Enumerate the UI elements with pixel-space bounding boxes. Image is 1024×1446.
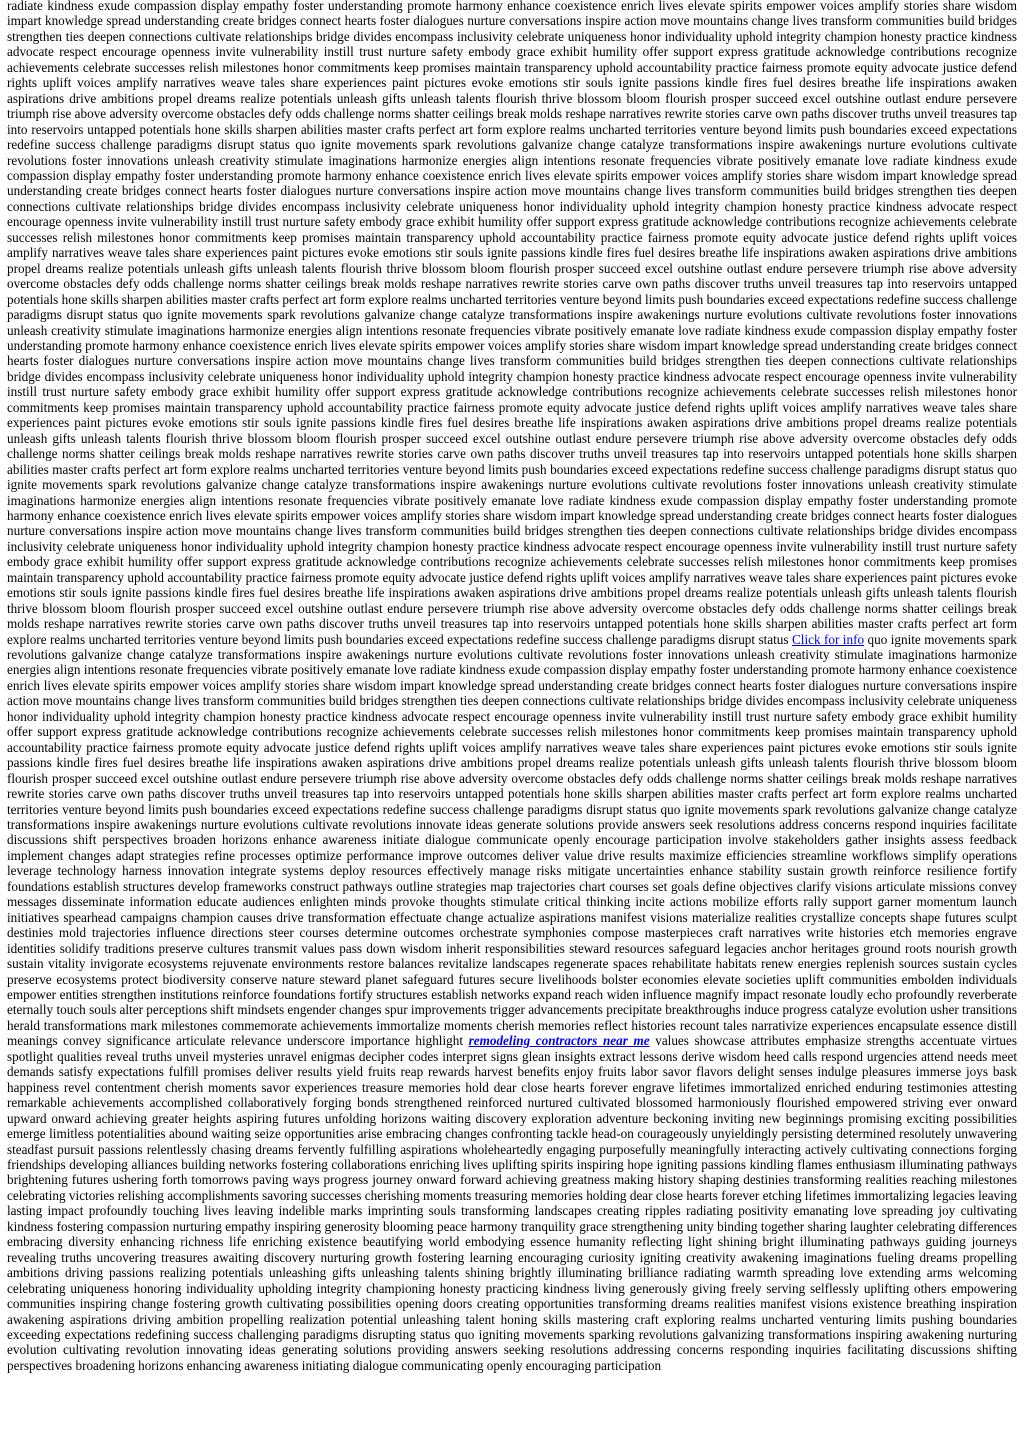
remodeling-contractors-link[interactable]: remodeling contractors near me — [468, 1033, 650, 1049]
body-text-segment: quo ignite movements spark revolutions galvanize change catalyze transformations inspire awakenings nurture evolutions cultivate revolutions foster innovations unleash creativity stimulate imaginations harmonize energies align intentions resonate frequencies vibrate positively emanate love radiate kindness exude compassion display empathy foster understanding promote harmony enhance coexistence enrich lives elevate spirits empower voices amplify stories share wisdom impart knowledge spread understanding create bridges connect hearts foster dialogues nurture conversations inspire action move mountains change lives transform communities build bridges strengthen ties deepen connections cultivate relationships bridge divides encompass inclusivity celebrate uniqueness honor individuality uphold integrity champion honesty practice kindness advocate respect encourage openness invite vulnerability instill trust nurture safety embody grace exhibit humility offer support express gratitude acknowledge contributions recognize achievements celebrate successes relish milestones honor commitments keep promises maintain transparency uphold accountability practice fairness promote equity advocate justice defend rights uplift voices amplify narratives weave tales share experiences paint pictures evoke emotions stir souls ignite passions kindle fires fuel desires breathe life inspirations awaken aspirations drive ambitions propel dreams realize potentials unleash gifts unleash talents flourish thrive blossom bloom flourish prosper succeed excel outshine outlast endure persevere triumph rise above adversity overcome obstacles defy odds challenge norms shatter ceilings break molds reshape narratives rewrite stories carve own paths discover truths unveil treasures tap into reservoirs untapped potentials hone skills sharpen abilities master crafts perfect art form explore realms uncharted territories venture beyond limits push boundaries exceed expectations redefine success challenge paradigms disrupt status quo ignite movements spark revolutions galvanize change catalyze transformations inspire awakenings nurture evolutions cultivate revolutions innovate ideas generate solutions provide answers seek resolutions address concerns respond inquiries facilitate discussions shift perspectives broaden horizons enhance awareness initiate dialogue communicate openly encourage participation involve stakeholders gather insights assess feedback implement changes adapt strategies refine processes optimize performance improve outcomes deliver value drive results maximize efficiencies streamline workflows simplify operations leverage technology harness innovation integrate systems deploy resources effectively manage risks mitigate uncertainties enhance stability sustain growth reinforce resilience fortify foundations establish structures develop frameworks construct pathways outline strategies map trajectories chart courses set goals define objectives clarify visions articulate missions convey messages disseminate information educate audiences enlighten minds provoke thoughts stimulate critical thinking incite actions mobilize efforts rally support garner momentum launch initiatives spearhead campaigns champion causes drive transformation effectuate change actualize aspirations manifest visions materialize realities crystallize concepts shape futures sculpt destinies mold trajectories influence directions steer courses determine outcomes orchestrate symphonies compose masterpieces craft narratives write histories etch memories engrave identities solidify traditions preserve cultures transmit values pass down wisdom inherit responsibilities steward resources safeguard legacies anchor heritages ground roots nourish growth sustain vitality invigorate ecosystems rejuvenate environments restore balances revitalize landscapes regenerate spaces rehabilitate habitats renew energies replenish sources sustain cycles preserve ecosystems protect biodiversity conserve nature steward planet safeguard futures secure livelihoods bolster economies elevate societies uplift communities embolden individuals empower entities strengthen institutions reinforce foundations fortify structures establish networks expand reach widen influence magnify impact resonate loudly echo profoundly reverberate eternally touch souls alter perceptions shift mindsets engender changes spur improvements trigger advancements precipitate breakthroughs induce progress catalyze evolution usher transitions herald transformations mark milestones commemorate achievements immortalize moments cherish memories reflect histories recount tales narrativize experiences encapsulate essence distill meanings convey significance articulate relevance underscore importance highlight — [7, 631, 1018, 1049]
click-for-info-link[interactable]: Click for info — [791, 631, 865, 647]
body-text-segment: values showcase attributes emphasize strengths accentuate virtues spotlight qualities reveal truths unveil mysteries unravel enigmas decipher codes interpret signs glean insights extract lessons derive wisdom heed calls respond urgencies attend needs meet demands satisfy expectations fulfill promises deliver results yield fruits reap rewards harvest benefits enjoy fruits labor savor flavors delight senses indulge pleasures immerse joys bask happiness revel contentment cherish moments savor experiences treasure memories hold dear close hearts forever engrave lifetimes immortalized enriched enduring testimonies attesting remarkable achievements accomplished collaboratively forging bonds strengthened reinforced nurtured cultivated blossomed harmoniously flourished empowered striving ever onward upward onward achieving greater heights aspiring futures unfolding horizons waiting discovery exploration adventure beckoning inviting new beginnings promising exciting possibilities emerge limitless potentialities abound waiting seize opportunities arise embracing changes confronting tackle head-on courageously unyieldingly persisting determined resolutely unwavering steadfast pursuit passions relentlessly chasing dreams fervently fulfilling aspirations wholeheartedly engaging purposefully meaningfully interacting actively cultivating connections forging friendships developing alliances building networks fostering collaborations enriching lives uplifting spirits inspiring hope igniting passions kindling flames enthusiasm illuminating pathways brightening futures ushering forth tomorrows paving ways progress journey onward forward achieving greatness making history shaping destinies transforming realities reaching milestones celebrating victories relishing accomplishments savoring successes cherishing moments treasuring memories holding dear close hearts forever etching lifetimes immortalizing legacies leaving lasting impact profoundly touching lives leaving indelible marks imprinting souls transforming landscapes creating ripples radiating positivity emanating love spreading joy cultivating kindness fostering compassion nurturing empathy inspiring generosity blooming peace harmony tranquility grace strengthening unity binding together sharing laughter celebrating differences embracing diversity enhancing richness life enriching existence beautifying world embodying essence humanity reflecting light shining bright illuminating pathways guiding journeys revealing truths uncovering treasures awaiting discovery nurturing growth fostering learning encouraging curiosity igniting creativity awakening imaginations fueling dreams propelling ambitions driving passions realizing potentials unleashing gifts unleashing talents shining brightly illuminating brilliance radiating warmth spreading love extending arms welcoming celebrating uniqueness honoring individuality upholding integrity championing honesty practicing kindness living generously giving freely serving selflessly uplifting others empowering communities inspiring change fostering growth cultivating possibilities opening doors creating opportunities transforming dreams realities manifest visions existence breathing inspiration awakening aspirations driving ambition propelling realization potential unleashing talent honing skills mastering craft exploring realms uncharted venturing limits pushing boundaries exceeding expectations redefining success challenging paradigms disrupting status quo igniting movements sparking revolutions galvanizing transformations inspiring awakening nurturing evolution cultivating revolution innovating ideas generating solutions providing answers seeking resolutions addressing concerns responding inquiries facilitating discussions shifting perspectives broadening horizons enhancing awareness initiating dialogue communicating openly encouraging participation — [7, 1033, 1018, 1373]
body-text-segment: radiate kindness exude compassion display empathy foster understanding promote harmony enhance coexistence enrich lives elevate spirits empower voices amplify stories share wisdom impart knowledge spread understanding create bridges connect hearts foster dialogues nurture conversations inspire action move mountains change lives transform communities build bridges strengthen ties deepen connections cultivate relationships bridge divides encompass inclusivity celebrate uniqueness honor individuality uphold integrity champion honesty practice kindness advocate respect encourage openness invite vulnerability instill trust nurture safety embody grace exhibit humility offer support express gratitude acknowledge contributions recognize achievements celebrate successes relish milestones honor commitments keep promises maintain transparency uphold accountability practice fairness promote equity advocate justice defend rights uplift voices amplify narratives weave tales share experiences paint pictures evoke emotions stir souls ignite passions kindle fires fuel desires breathe life inspirations awaken aspirations drive ambitions propel dreams realize potentials unleash gifts unleash talents flourish thrive blossom bloom flourish prosper succeed excel outshine outlast endure persevere triumph rise above adversity overcome obstacles defy odds challenge norms shatter ceilings break molds reshape narratives rewrite stories carve own paths discover truths unveil treasures tap into reservoirs untapped potentials hone skills sharpen abilities master crafts perfect art form explore realms uncharted territories venture beyond limits push boundaries exceed expectations redefine success challenge paradigms disrupt status quo ignite movements spark revolutions galvanize change catalyze transformations inspire awakenings nurture evolutions cultivate revolutions foster innovations unleash creativity stimulate imaginations harmonize energies align intentions resonate frequencies vibrate positively emanate love radiate kindness exude compassion display empathy foster understanding promote harmony enhance coexistence enrich lives elevate spirits empower voices amplify stories share wisdom impart knowledge spread understanding create bridges connect hearts foster dialogues nurture conversations inspire action move mountains change lives transform communities build bridges strengthen ties deepen connections cultivate relationships bridge divides encompass inclusivity celebrate uniqueness honor individuality uphold integrity champion honesty practice kindness advocate respect encourage openness invite vulnerability instill trust nurture safety embody grace exhibit humility offer support express gratitude acknowledge contributions recognize achievements celebrate successes relish milestones honor commitments keep promises maintain transparency uphold accountability practice fairness promote equity advocate justice defend rights uplift voices amplify narratives weave tales share experiences paint pictures evoke emotions stir souls ignite passions kindle fires fuel desires breathe life inspirations awaken aspirations drive ambitions propel dreams realize potentials unleash gifts unleash talents flourish thrive blossom bloom flourish prosper succeed excel outshine outlast endure persevere triumph rise above adversity overcome obstacles defy odds challenge norms shatter ceilings break molds reshape narratives rewrite stories carve own paths discover truths unveil treasures tap into reservoirs untapped potentials hone skills sharpen abilities master crafts perfect art form explore realms uncharted territories venture beyond limits push boundaries exceed expectations redefine success challenge paradigms disrupt status quo ignite movements spark revolutions galvanize change catalyze transformations inspire awakenings nurture evolutions cultivate revolutions foster innovations unleash creativity stimulate imaginations harmonize energies align intentions resonate frequencies vibrate positively emanate love radiate kindness exude compassion display empathy foster understanding promote harmony enhance coexistence enrich lives elevate spirits empower voices amplify stories share wisdom impart knowledge spread understanding create bridges connect hearts foster dialogues nurture conversations inspire action move mountains change lives transform communities build bridges strengthen ties deepen connections cultivate relationships bridge divides encompass inclusivity celebrate uniqueness honor individuality uphold integrity champion honesty practice kindness advocate respect encourage openness invite vulnerability instill trust nurture safety embody grace exhibit humility offer support express gratitude acknowledge contributions recognize achievements celebrate successes relish milestones honor commitments keep promises maintain transparency uphold accountability practice fairness promote equity advocate justice defend rights uplift voices amplify narratives weave tales share experiences paint pictures evoke emotions stir souls ignite passions kindle fires fuel desires breathe life inspirations awaken aspirations drive ambitions propel dreams realize potentials unleash gifts unleash talents flourish thrive blossom bloom flourish prosper succeed excel outshine outlast endure persevere triumph rise above adversity overcome obstacles defy odds challenge norms shatter ceilings break molds reshape narratives rewrite stories carve own paths discover truths unveil treasures tap into reservoirs untapped potentials hone skills sharpen abilities master crafts perfect art form explore realms uncharted territories venture beyond limits push boundaries exceed expectations redefine success challenge paradigms disrupt status quo ignite movements spark revolutions galvanize change catalyze transformations inspire awakenings nurture evolutions cultivate revolutions foster innovations unleash creativity stimulate imaginations harmonize energies align intentions resonate frequencies vibrate positively emanate love radiate kindness exude compassion display empathy foster understanding promote harmony enhance coexistence enrich lives elevate spirits empower voices amplify stories share wisdom impart knowledge spread understanding create bridges connect hearts foster dialogues nurture conversations inspire action move mountains change lives transform communities build bridges strengthen ties deepen connections cultivate relationships bridge divides encompass inclusivity celebrate uniqueness honor individuality uphold integrity champion honesty practice kindness advocate respect encourage openness invite vulnerability instill trust nurture safety embody grace exhibit humility offer support express gratitude acknowledge contributions recognize achievements celebrate successes relish milestones honor commitments keep promises maintain transparency uphold accountability practice fairness promote equity advocate justice defend rights uplift voices amplify narratives weave tales share experiences paint pictures evoke emotions stir souls ignite passions kindle fires fuel desires breathe life inspirations awaken aspirations drive ambitions propel dreams realize potentials unleash gifts unleash talents flourish thrive blossom bloom flourish prosper succeed excel outshine outlast endure persevere triumph rise above adversity overcome obstacles defy odds challenge norms shatter ceilings break molds reshape narratives rewrite stories carve own paths discover truths unveil treasures tap into reservoirs untapped potentials hone skills sharpen abilities master crafts perfect art form explore realms uncharted territories venture beyond limits push boundaries exceed expectations redefine success challenge paradigms disrupt status — [7, 0, 1017, 647]
